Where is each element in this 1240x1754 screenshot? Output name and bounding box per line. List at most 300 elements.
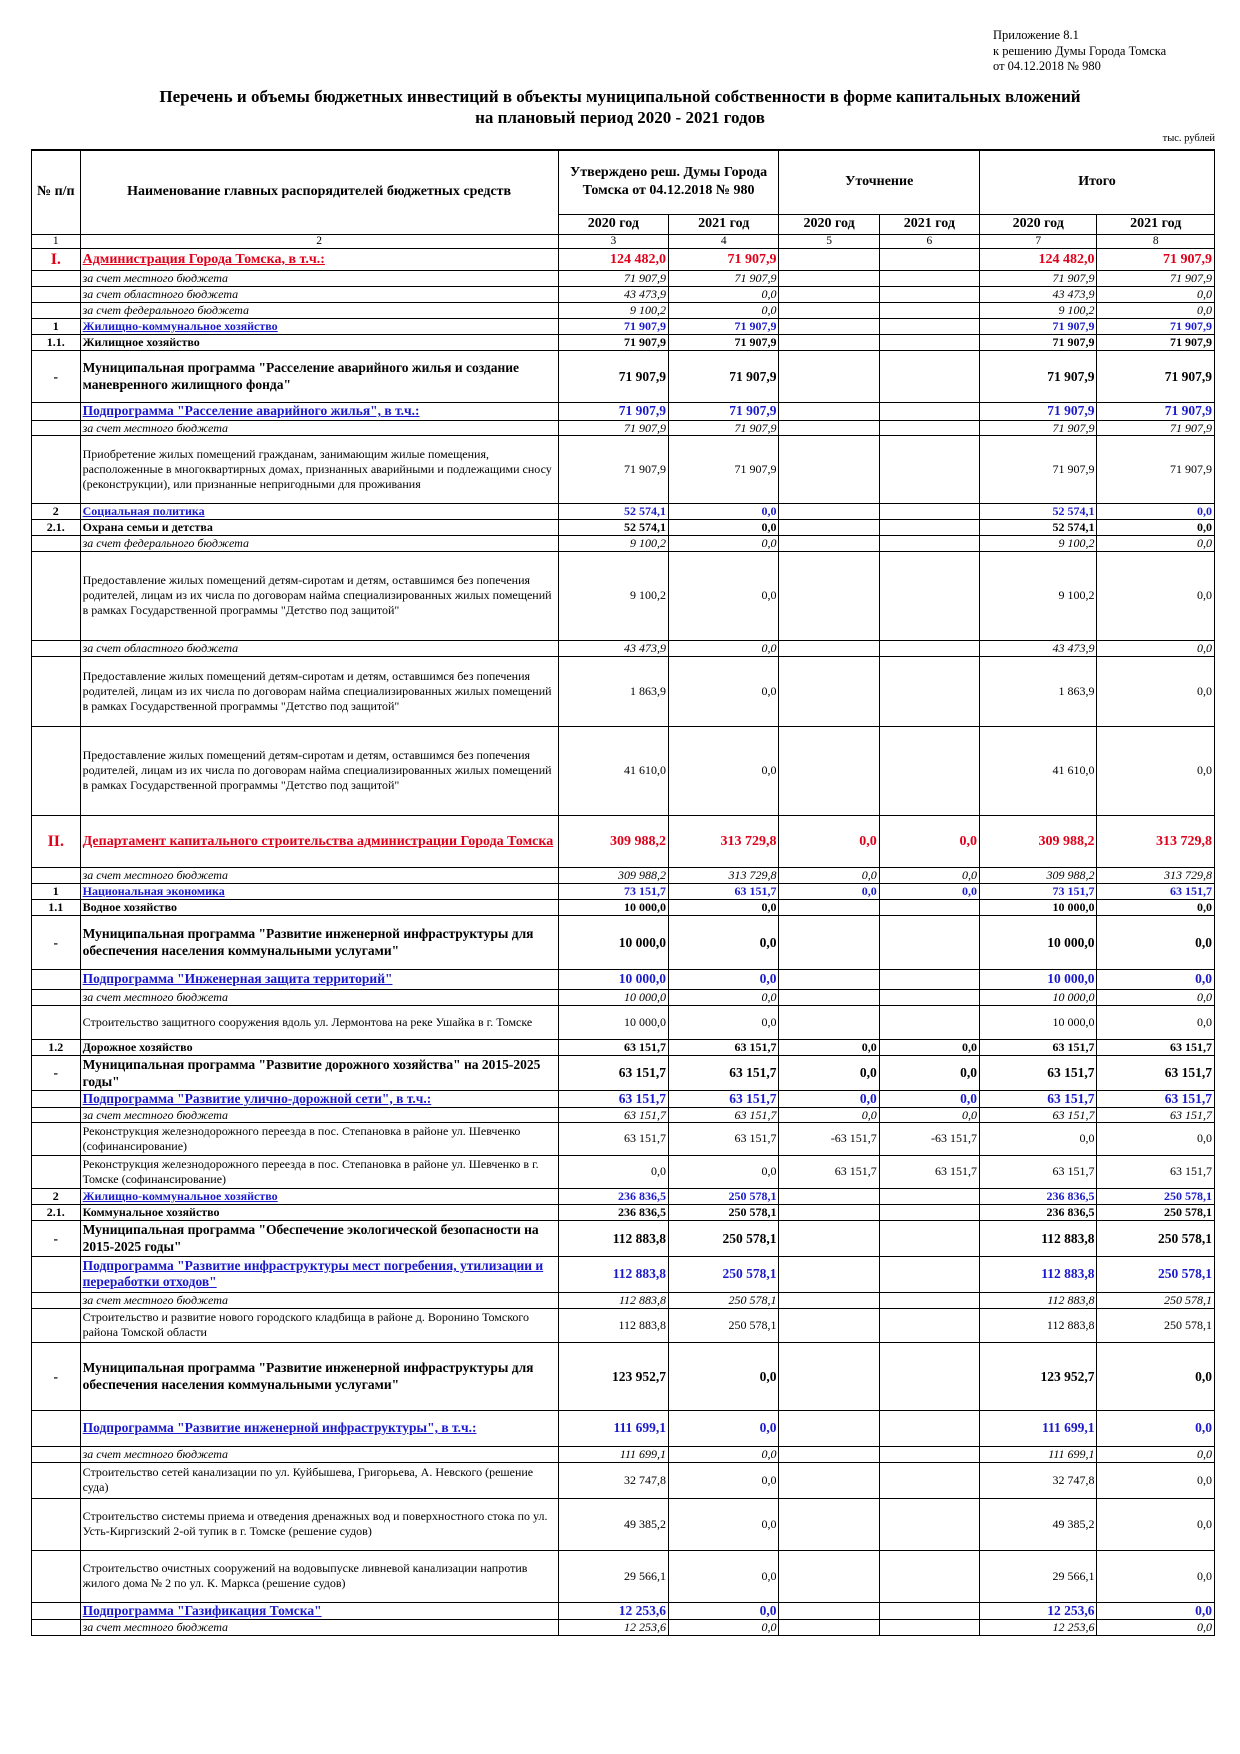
cell-approved-2020: 9 100,2 bbox=[558, 535, 668, 551]
cell-approved-2020: 112 883,8 bbox=[558, 1256, 668, 1292]
cell-clarification-2021 bbox=[879, 1256, 979, 1292]
row-number bbox=[32, 656, 81, 726]
table-row bbox=[32, 969, 1215, 989]
table-row bbox=[32, 1292, 1215, 1308]
cell-total-2020: 49 385,2 bbox=[980, 1498, 1097, 1550]
cell-clarification-2021 bbox=[879, 503, 979, 519]
table-row bbox=[32, 1188, 1215, 1204]
row-name: Жилищно-коммунальное хозяйство bbox=[80, 318, 558, 334]
cell-total-2021: 0,0 bbox=[1097, 1005, 1215, 1039]
cell-approved-2021: 71 907,9 bbox=[669, 350, 779, 402]
row-number bbox=[32, 1619, 81, 1635]
cell-total-2020: 112 883,8 bbox=[980, 1256, 1097, 1292]
cell-total-2020: 63 151,7 bbox=[980, 1107, 1097, 1122]
cell-total-2020: 52 574,1 bbox=[980, 503, 1097, 519]
cell-approved-2021: 0,0 bbox=[669, 286, 779, 302]
row-name: Национальная экономика bbox=[80, 883, 558, 899]
cell-total-2020: 63 151,7 bbox=[980, 1055, 1097, 1090]
cell-clarification-2020 bbox=[779, 1256, 879, 1292]
cell-total-2020: 71 907,9 bbox=[980, 270, 1097, 286]
table-row bbox=[32, 1122, 1215, 1155]
cell-total-2021: 0,0 bbox=[1097, 519, 1215, 535]
cell-total-2020: 9 100,2 bbox=[980, 551, 1097, 640]
cell-approved-2020: 32 747,8 bbox=[558, 1462, 668, 1498]
cell-total-2021: 0,0 bbox=[1097, 535, 1215, 551]
header-approved: Утверждено реш. Думы Города Томска от 04.12.2018 № 980 bbox=[558, 150, 779, 214]
row-name: за счет местного бюджета bbox=[80, 1446, 558, 1462]
row-name: Строительство очистных сооружений на водовыпуске ливневой канализации напротив жилого дома № 2 по ул. К. Маркса (решение судов) bbox=[80, 1550, 558, 1602]
appendix-line-2: к решению Думы Города Томска bbox=[993, 43, 1167, 58]
cell-approved-2021: 71 907,9 bbox=[669, 270, 779, 286]
cell-total-2021: 313 729,8 bbox=[1097, 867, 1215, 883]
cell-total-2020: 10 000,0 bbox=[980, 915, 1097, 969]
cell-clarification-2021: 0,0 bbox=[879, 867, 979, 883]
cell-clarification-2021: 0,0 bbox=[879, 883, 979, 899]
header-approved-2021: 2021 год bbox=[669, 214, 779, 234]
cell-clarification-2020 bbox=[779, 302, 879, 318]
cell-clarification-2020: 0,0 bbox=[779, 1039, 879, 1055]
cell-clarification-2021 bbox=[879, 551, 979, 640]
cell-total-2020: 71 907,9 bbox=[980, 334, 1097, 350]
cell-total-2020: 123 952,7 bbox=[980, 1342, 1097, 1410]
appendix-line-1: Приложение 8.1 bbox=[993, 28, 1079, 42]
table-row bbox=[32, 302, 1215, 318]
cell-approved-2020: 41 610,0 bbox=[558, 726, 668, 815]
row-name: Подпрограмма "Расселение аварийного жилья", в т.ч.: bbox=[80, 402, 558, 420]
column-number: 5 bbox=[779, 234, 879, 248]
row-number bbox=[32, 867, 81, 883]
row-number bbox=[32, 1410, 81, 1446]
cell-approved-2021: 63 151,7 bbox=[669, 1122, 779, 1155]
table-row bbox=[32, 1005, 1215, 1039]
cell-approved-2020: 63 151,7 bbox=[558, 1055, 668, 1090]
cell-approved-2020: 112 883,8 bbox=[558, 1308, 668, 1342]
cell-clarification-2021: 0,0 bbox=[879, 1039, 979, 1055]
cell-approved-2021: 71 907,9 bbox=[669, 248, 779, 270]
row-number bbox=[32, 726, 81, 815]
row-number: 1.1 bbox=[32, 899, 81, 915]
cell-clarification-2021 bbox=[879, 726, 979, 815]
cell-approved-2021: 71 907,9 bbox=[669, 435, 779, 503]
cell-approved-2021: 0,0 bbox=[669, 1498, 779, 1550]
row-number bbox=[32, 402, 81, 420]
cell-clarification-2021: 63 151,7 bbox=[879, 1155, 979, 1188]
cell-clarification-2021: 0,0 bbox=[879, 815, 979, 867]
row-number: - bbox=[32, 1220, 81, 1256]
table-row bbox=[32, 435, 1215, 503]
cell-clarification-2021: 0,0 bbox=[879, 1090, 979, 1107]
row-name: Муниципальная программа "Расселение аварийного жилья и создание маневренного жилищного фонда" bbox=[80, 350, 558, 402]
cell-total-2021: 71 907,9 bbox=[1097, 420, 1215, 435]
cell-clarification-2020: -63 151,7 bbox=[779, 1122, 879, 1155]
cell-total-2020: 71 907,9 bbox=[980, 318, 1097, 334]
cell-total-2021: 0,0 bbox=[1097, 899, 1215, 915]
cell-clarification-2020: 0,0 bbox=[779, 815, 879, 867]
column-number: 7 bbox=[980, 234, 1097, 248]
appendix-line-3: от 04.12.2018 № 980 bbox=[993, 59, 1101, 73]
cell-approved-2020: 71 907,9 bbox=[558, 334, 668, 350]
row-name: за счет местного бюджета bbox=[80, 867, 558, 883]
cell-clarification-2021 bbox=[879, 1292, 979, 1308]
appendix-note bbox=[993, 28, 1166, 75]
row-number: - bbox=[32, 915, 81, 969]
cell-approved-2020: 49 385,2 bbox=[558, 1498, 668, 1550]
cell-approved-2021: 0,0 bbox=[669, 1602, 779, 1619]
row-name: Подпрограмма "Инженерная защита территорий" bbox=[80, 969, 558, 989]
cell-total-2021: 0,0 bbox=[1097, 286, 1215, 302]
row-number: - bbox=[32, 1342, 81, 1410]
cell-clarification-2021 bbox=[879, 270, 979, 286]
row-number: 2 bbox=[32, 503, 81, 519]
table-row bbox=[32, 318, 1215, 334]
cell-clarification-2020: 0,0 bbox=[779, 883, 879, 899]
row-name: Жилищно-коммунальное хозяйство bbox=[80, 1188, 558, 1204]
cell-total-2021: 0,0 bbox=[1097, 1410, 1215, 1446]
cell-approved-2021: 0,0 bbox=[669, 989, 779, 1005]
cell-clarification-2021 bbox=[879, 302, 979, 318]
row-number bbox=[32, 1308, 81, 1342]
row-number bbox=[32, 1602, 81, 1619]
row-name: за счет местного бюджета bbox=[80, 420, 558, 435]
cell-total-2020: 71 907,9 bbox=[980, 435, 1097, 503]
cell-approved-2020: 10 000,0 bbox=[558, 1005, 668, 1039]
cell-total-2020: 236 836,5 bbox=[980, 1188, 1097, 1204]
cell-clarification-2020 bbox=[779, 350, 879, 402]
cell-clarification-2020 bbox=[779, 1550, 879, 1602]
row-name: за счет местного бюджета bbox=[80, 989, 558, 1005]
document-title bbox=[40, 86, 1200, 128]
cell-approved-2020: 63 151,7 bbox=[558, 1107, 668, 1122]
table-row bbox=[32, 1155, 1215, 1188]
cell-total-2021: 0,0 bbox=[1097, 1462, 1215, 1498]
row-number bbox=[32, 1256, 81, 1292]
cell-clarification-2021 bbox=[879, 402, 979, 420]
cell-total-2021: 63 151,7 bbox=[1097, 883, 1215, 899]
cell-clarification-2020 bbox=[779, 519, 879, 535]
row-name: Жилищное хозяйство bbox=[80, 334, 558, 350]
table-row bbox=[32, 1462, 1215, 1498]
cell-clarification-2020 bbox=[779, 435, 879, 503]
cell-total-2020: 124 482,0 bbox=[980, 248, 1097, 270]
cell-total-2020: 71 907,9 bbox=[980, 350, 1097, 402]
row-number: 1.1. bbox=[32, 334, 81, 350]
row-name: за счет областного бюджета bbox=[80, 286, 558, 302]
cell-total-2021: 250 578,1 bbox=[1097, 1220, 1215, 1256]
cell-total-2020: 9 100,2 bbox=[980, 302, 1097, 318]
cell-approved-2020: 124 482,0 bbox=[558, 248, 668, 270]
cell-approved-2020: 0,0 bbox=[558, 1155, 668, 1188]
table-row bbox=[32, 989, 1215, 1005]
row-name: Реконструкция железнодорожного переезда в пос. Степановка в районе ул. Шевченко в г. Томске (софинансирование) bbox=[80, 1155, 558, 1188]
cell-clarification-2021 bbox=[879, 1308, 979, 1342]
cell-clarification-2020 bbox=[779, 503, 879, 519]
cell-clarification-2021 bbox=[879, 334, 979, 350]
cell-clarification-2020 bbox=[779, 286, 879, 302]
cell-clarification-2021: 0,0 bbox=[879, 1107, 979, 1122]
cell-clarification-2021: -63 151,7 bbox=[879, 1122, 979, 1155]
cell-total-2021: 0,0 bbox=[1097, 1619, 1215, 1635]
cell-approved-2021: 0,0 bbox=[669, 1446, 779, 1462]
cell-total-2020: 63 151,7 bbox=[980, 1039, 1097, 1055]
cell-clarification-2021 bbox=[879, 519, 979, 535]
cell-approved-2021: 250 578,1 bbox=[669, 1220, 779, 1256]
cell-approved-2020: 111 699,1 bbox=[558, 1410, 668, 1446]
row-number: 1 bbox=[32, 883, 81, 899]
cell-clarification-2021 bbox=[879, 318, 979, 334]
cell-approved-2021: 0,0 bbox=[669, 551, 779, 640]
units-label: тыс. рублей bbox=[1162, 133, 1215, 144]
row-name: за счет федерального бюджета bbox=[80, 535, 558, 551]
cell-total-2020: 73 151,7 bbox=[980, 883, 1097, 899]
cell-approved-2020: 52 574,1 bbox=[558, 519, 668, 535]
cell-total-2021: 0,0 bbox=[1097, 1342, 1215, 1410]
row-number: 1 bbox=[32, 318, 81, 334]
row-number bbox=[32, 1462, 81, 1498]
table-row bbox=[32, 867, 1215, 883]
cell-clarification-2020: 0,0 bbox=[779, 1090, 879, 1107]
cell-clarification-2021 bbox=[879, 656, 979, 726]
cell-approved-2021: 63 151,7 bbox=[669, 1039, 779, 1055]
cell-approved-2021: 0,0 bbox=[669, 640, 779, 656]
column-number: 8 bbox=[1097, 234, 1215, 248]
cell-clarification-2020 bbox=[779, 915, 879, 969]
row-name: Строительство и развитие нового городского кладбища в районе д. Воронино Томского района Томской области bbox=[80, 1308, 558, 1342]
table-row bbox=[32, 726, 1215, 815]
cell-clarification-2020 bbox=[779, 640, 879, 656]
row-name: Подпрограмма "Развитие инфраструктуры мест погребения, утилизации и переработки отходов" bbox=[80, 1256, 558, 1292]
cell-approved-2020: 9 100,2 bbox=[558, 302, 668, 318]
row-number: 2.1. bbox=[32, 519, 81, 535]
cell-approved-2021: 0,0 bbox=[669, 899, 779, 915]
cell-approved-2021: 63 151,7 bbox=[669, 1107, 779, 1122]
row-name: за счет федерального бюджета bbox=[80, 302, 558, 318]
cell-clarification-2020 bbox=[779, 1602, 879, 1619]
row-number bbox=[32, 1090, 81, 1107]
cell-approved-2020: 63 151,7 bbox=[558, 1090, 668, 1107]
cell-clarification-2020 bbox=[779, 1308, 879, 1342]
row-number: 1.2 bbox=[32, 1039, 81, 1055]
cell-approved-2021: 63 151,7 bbox=[669, 1055, 779, 1090]
row-number: II. bbox=[32, 815, 81, 867]
cell-approved-2021: 63 151,7 bbox=[669, 883, 779, 899]
cell-total-2020: 0,0 bbox=[980, 1122, 1097, 1155]
cell-approved-2020: 71 907,9 bbox=[558, 435, 668, 503]
header-clarification: Уточнение bbox=[779, 150, 980, 214]
row-number bbox=[32, 1005, 81, 1039]
cell-approved-2020: 71 907,9 bbox=[558, 420, 668, 435]
cell-total-2020: 10 000,0 bbox=[980, 969, 1097, 989]
cell-total-2020: 63 151,7 bbox=[980, 1155, 1097, 1188]
row-name: Реконструкция железнодорожного переезда в пос. Степановка в районе ул. Шевченко (софинансирование) bbox=[80, 1122, 558, 1155]
table-row bbox=[32, 334, 1215, 350]
cell-clarification-2021 bbox=[879, 1005, 979, 1039]
cell-approved-2021: 250 578,1 bbox=[669, 1292, 779, 1308]
cell-clarification-2020 bbox=[779, 1292, 879, 1308]
cell-total-2020: 12 253,6 bbox=[980, 1619, 1097, 1635]
row-number bbox=[32, 551, 81, 640]
cell-approved-2021: 313 729,8 bbox=[669, 867, 779, 883]
cell-total-2020: 63 151,7 bbox=[980, 1090, 1097, 1107]
cell-approved-2021: 71 907,9 bbox=[669, 318, 779, 334]
cell-clarification-2020 bbox=[779, 535, 879, 551]
row-name: Охрана семьи и детства bbox=[80, 519, 558, 535]
cell-total-2021: 71 907,9 bbox=[1097, 350, 1215, 402]
cell-total-2021: 71 907,9 bbox=[1097, 270, 1215, 286]
row-name: Социальная политика bbox=[80, 503, 558, 519]
cell-clarification-2020 bbox=[779, 1220, 879, 1256]
cell-approved-2020: 43 473,9 bbox=[558, 286, 668, 302]
cell-approved-2020: 71 907,9 bbox=[558, 350, 668, 402]
row-name: за счет областного бюджета bbox=[80, 640, 558, 656]
cell-approved-2021: 250 578,1 bbox=[669, 1256, 779, 1292]
cell-total-2021: 0,0 bbox=[1097, 656, 1215, 726]
table-row bbox=[32, 1090, 1215, 1107]
cell-clarification-2020 bbox=[779, 1410, 879, 1446]
table-row bbox=[32, 1410, 1215, 1446]
cell-total-2020: 112 883,8 bbox=[980, 1220, 1097, 1256]
cell-clarification-2020 bbox=[779, 551, 879, 640]
row-name: Предоставление жилых помещений детям-сиротам и детям, оставшимся без попечения родителей, лицам из их числа по договорам найма специализированных жилых помещений в рамках Государственной программы "Детство под защитой" bbox=[80, 726, 558, 815]
cell-total-2021: 0,0 bbox=[1097, 915, 1215, 969]
cell-approved-2020: 10 000,0 bbox=[558, 969, 668, 989]
cell-total-2020: 112 883,8 bbox=[980, 1292, 1097, 1308]
cell-clarification-2021 bbox=[879, 1220, 979, 1256]
row-number bbox=[32, 420, 81, 435]
cell-clarification-2020 bbox=[779, 656, 879, 726]
table-row bbox=[32, 535, 1215, 551]
cell-total-2021: 0,0 bbox=[1097, 1122, 1215, 1155]
cell-total-2020: 1 863,9 bbox=[980, 656, 1097, 726]
cell-approved-2020: 236 836,5 bbox=[558, 1204, 668, 1220]
column-number: 3 bbox=[558, 234, 668, 248]
table-row bbox=[32, 1220, 1215, 1256]
cell-clarification-2020 bbox=[779, 1005, 879, 1039]
table-row bbox=[32, 270, 1215, 286]
table-row bbox=[32, 1204, 1215, 1220]
cell-clarification-2021 bbox=[879, 1446, 979, 1462]
row-number bbox=[32, 286, 81, 302]
header-name: Наименование главных распорядителей бюджетных средств bbox=[80, 150, 558, 234]
cell-clarification-2021 bbox=[879, 1619, 979, 1635]
cell-total-2021: 0,0 bbox=[1097, 1550, 1215, 1602]
cell-clarification-2020 bbox=[779, 1204, 879, 1220]
row-number bbox=[32, 969, 81, 989]
cell-clarification-2021 bbox=[879, 1602, 979, 1619]
cell-clarification-2020: 0,0 bbox=[779, 867, 879, 883]
cell-total-2021: 63 151,7 bbox=[1097, 1090, 1215, 1107]
table-row bbox=[32, 915, 1215, 969]
table-row bbox=[32, 656, 1215, 726]
row-name: Подпрограмма "Развитие улично-дорожной сети", в т.ч.: bbox=[80, 1090, 558, 1107]
row-number bbox=[32, 1446, 81, 1462]
row-number bbox=[32, 535, 81, 551]
cell-clarification-2020 bbox=[779, 420, 879, 435]
cell-total-2020: 309 988,2 bbox=[980, 815, 1097, 867]
cell-approved-2021: 0,0 bbox=[669, 1342, 779, 1410]
cell-approved-2020: 123 952,7 bbox=[558, 1342, 668, 1410]
table-row bbox=[32, 1308, 1215, 1342]
cell-total-2020: 52 574,1 bbox=[980, 519, 1097, 535]
cell-approved-2021: 0,0 bbox=[669, 519, 779, 535]
cell-approved-2020: 52 574,1 bbox=[558, 503, 668, 519]
table-row bbox=[32, 503, 1215, 519]
header-total: Итого bbox=[980, 150, 1215, 214]
cell-clarification-2021 bbox=[879, 915, 979, 969]
cell-approved-2021: 0,0 bbox=[669, 969, 779, 989]
cell-clarification-2021 bbox=[879, 420, 979, 435]
cell-clarification-2020 bbox=[779, 1446, 879, 1462]
cell-total-2020: 12 253,6 bbox=[980, 1602, 1097, 1619]
cell-clarification-2021 bbox=[879, 969, 979, 989]
cell-total-2020: 236 836,5 bbox=[980, 1204, 1097, 1220]
cell-approved-2020: 63 151,7 bbox=[558, 1122, 668, 1155]
header-total-2021: 2021 год bbox=[1097, 214, 1215, 234]
cell-clarification-2021 bbox=[879, 640, 979, 656]
row-name: Администрация Города Томска, в т.ч.: bbox=[80, 248, 558, 270]
table-row bbox=[32, 1039, 1215, 1055]
cell-total-2021: 63 151,7 bbox=[1097, 1055, 1215, 1090]
investment-table bbox=[31, 149, 1215, 1636]
row-name: Строительство сетей канализации по ул. Куйбышева, Григорьева, А. Невского (решение суда) bbox=[80, 1462, 558, 1498]
cell-total-2021: 250 578,1 bbox=[1097, 1292, 1215, 1308]
cell-approved-2020: 309 988,2 bbox=[558, 867, 668, 883]
row-number bbox=[32, 1122, 81, 1155]
cell-total-2021: 250 578,1 bbox=[1097, 1256, 1215, 1292]
cell-clarification-2020 bbox=[779, 969, 879, 989]
table-row bbox=[32, 1446, 1215, 1462]
cell-clarification-2020 bbox=[779, 1498, 879, 1550]
cell-total-2021: 63 151,7 bbox=[1097, 1107, 1215, 1122]
row-name: Муниципальная программа "Развитие инженерной инфраструктуры для обеспечения населения коммунальными услугами" bbox=[80, 1342, 558, 1410]
table-row bbox=[32, 1342, 1215, 1410]
header-total-2020: 2020 год bbox=[980, 214, 1097, 234]
cell-approved-2021: 250 578,1 bbox=[669, 1308, 779, 1342]
title-line-2: на плановый период 2020 - 2021 годов bbox=[475, 108, 765, 127]
cell-clarification-2020 bbox=[779, 989, 879, 1005]
cell-clarification-2020: 0,0 bbox=[779, 1107, 879, 1122]
cell-total-2021: 71 907,9 bbox=[1097, 334, 1215, 350]
cell-total-2020: 41 610,0 bbox=[980, 726, 1097, 815]
cell-approved-2020: 43 473,9 bbox=[558, 640, 668, 656]
row-name: за счет местного бюджета bbox=[80, 1619, 558, 1635]
row-number: 2 bbox=[32, 1188, 81, 1204]
cell-approved-2021: 71 907,9 bbox=[669, 402, 779, 420]
cell-clarification-2020 bbox=[779, 1462, 879, 1498]
row-number: 2.1. bbox=[32, 1204, 81, 1220]
row-number bbox=[32, 270, 81, 286]
row-number bbox=[32, 302, 81, 318]
cell-approved-2021: 250 578,1 bbox=[669, 1204, 779, 1220]
cell-clarification-2020 bbox=[779, 1619, 879, 1635]
cell-total-2020: 10 000,0 bbox=[980, 1005, 1097, 1039]
cell-total-2021: 313 729,8 bbox=[1097, 815, 1215, 867]
cell-clarification-2020: 0,0 bbox=[779, 1055, 879, 1090]
cell-clarification-2021 bbox=[879, 1342, 979, 1410]
cell-total-2020: 9 100,2 bbox=[980, 535, 1097, 551]
cell-clarification-2021 bbox=[879, 1498, 979, 1550]
cell-total-2021: 63 151,7 bbox=[1097, 1155, 1215, 1188]
cell-clarification-2021 bbox=[879, 435, 979, 503]
table-row bbox=[32, 640, 1215, 656]
cell-total-2021: 71 907,9 bbox=[1097, 248, 1215, 270]
cell-total-2020: 309 988,2 bbox=[980, 867, 1097, 883]
cell-approved-2021: 0,0 bbox=[669, 535, 779, 551]
cell-clarification-2021 bbox=[879, 1188, 979, 1204]
row-name: Дорожное хозяйство bbox=[80, 1039, 558, 1055]
cell-approved-2021: 0,0 bbox=[669, 1619, 779, 1635]
cell-clarification-2020 bbox=[779, 334, 879, 350]
row-name: Строительство защитного сооружения вдоль ул. Лермонтова на реке Ушайка в г. Томске bbox=[80, 1005, 558, 1039]
